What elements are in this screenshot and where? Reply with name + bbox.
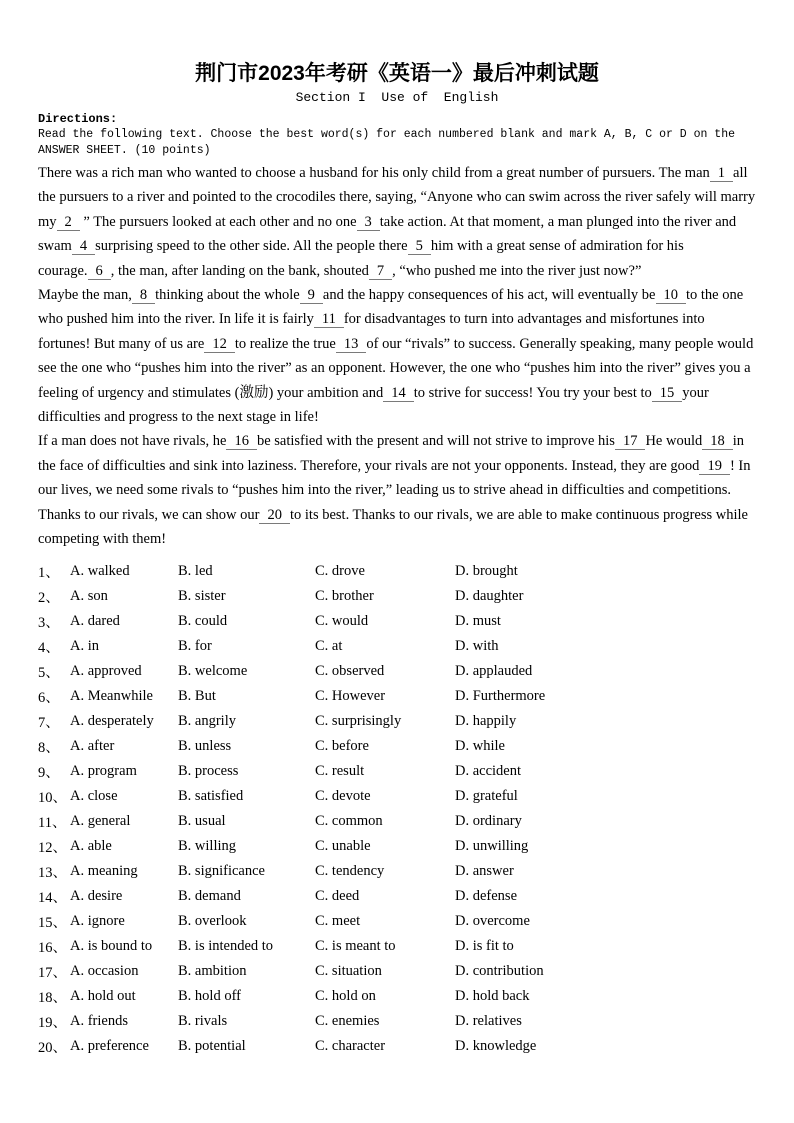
cloze-blank: 13 (336, 336, 367, 353)
question-row-10 (38, 784, 756, 809)
question-row-5 (38, 659, 756, 684)
question-9-option-a: A. program (70, 762, 137, 779)
cloze-blank: 19 (699, 458, 730, 475)
question-15-option-c: C. meet (315, 912, 361, 929)
question-1-option-b: B. led (178, 562, 213, 579)
question-2-option-c: C. brother (315, 587, 374, 604)
question-9-option-c: C. result (315, 762, 365, 779)
question-6-option-d: D. Furthermore (455, 687, 546, 704)
question-11-option-a: A. general (70, 812, 131, 829)
cloze-blank: 7 (369, 263, 392, 280)
cloze-blank: 15 (652, 385, 683, 402)
question-row-19 (38, 1009, 756, 1034)
question-20-option-a: A. preference (70, 1037, 149, 1054)
question-6-number: 6、 (38, 689, 60, 706)
question-4-option-d: D. with (455, 637, 499, 654)
question-19-number: 19、 (38, 1014, 67, 1031)
question-8-option-a: A. after (70, 737, 115, 754)
cloze-blank: 9 (300, 287, 323, 304)
question-2-option-a: A. son (70, 587, 108, 604)
cloze-blank: 6 (88, 263, 111, 280)
question-7-number: 7、 (38, 714, 60, 731)
question-row-16 (38, 934, 756, 959)
question-12-option-c: C. unable (315, 837, 371, 854)
question-1-number: 1、 (38, 564, 60, 581)
question-row-11 (38, 809, 756, 834)
question-row-2 (38, 584, 756, 609)
question-1-option-a: A. walked (70, 562, 130, 579)
question-14-option-c: C. deed (315, 887, 360, 904)
page-title: 荆门市2023年考研《英语一》最后冲刺试题 (195, 62, 599, 85)
question-14-option-d: D. defense (455, 887, 518, 904)
question-row-17 (38, 959, 756, 984)
question-3-number: 3、 (38, 614, 60, 631)
question-13-option-a: A. meaning (70, 862, 138, 879)
question-row-7 (38, 709, 756, 734)
cloze-blank: 16 (226, 433, 257, 450)
passage-paragraph-2: Maybe the man, 8 thinking about the whole 9 and the happy consequences of his act, will eventually be 10 to the one who pushed him into the river. In life it is fairly 11 for disadvantages to turn into advantages and misfortunes into fortunes! But many of us are 12 to realize the true 13 of our “rivals” to success. Generally speaking, many people would see the one who “pushes him into the river” as an opponent. However, the one who “pushes him into the river” gives you a feeling of urgency and stimulates (激励) your ambition and 14 to strive for success! You try your best to 15 your difficulties and progress to the next stage in life! (38, 287, 754, 426)
question-6-option-b: B. But (178, 687, 216, 704)
cloze-blank: 10 (656, 287, 687, 304)
cloze-blank: 17 (615, 433, 646, 450)
question-5-option-c: C. observed (315, 662, 385, 679)
question-12-option-a: A. able (70, 837, 112, 854)
question-row-4 (38, 634, 756, 659)
cloze-blank: 14 (383, 385, 414, 402)
section-heading: Section I Use of English (295, 90, 499, 105)
passage-paragraph-1: There was a rich man who wanted to choose a husband for his only child from a great number of pursuers. The man 1 all the pursuers to a river and pointed to the crocodiles there, saying, “Anyone who can swim across the river safely will marry my 2 ” The pursuers looked at each other and no one 3 take action. At that moment, a man plunged into the river and swam 4 surprising speed to the other side. All the people there 5 him with a great sense of admiration for his courage. 6 , the man, after landing on the bank, shouted 7 , “who pushed me into the river just now?” (38, 165, 756, 279)
question-10-option-b: B. satisfied (178, 787, 244, 804)
cloze-blank: 1 (710, 165, 733, 182)
question-4-option-a: A. in (70, 637, 99, 654)
cloze-blank: 8 (132, 287, 155, 304)
question-19-option-d: D. relatives (455, 1012, 522, 1029)
question-14-option-a: A. desire (70, 887, 123, 904)
question-6-option-a: A. Meanwhile (70, 687, 153, 704)
question-1-option-d: D. brought (455, 562, 518, 579)
question-3-option-a: A. dared (70, 612, 120, 629)
question-17-option-a: A. occasion (70, 962, 139, 979)
question-17-option-b: B. ambition (178, 962, 247, 979)
question-7-option-b: B. angrily (178, 712, 236, 729)
question-11-option-c: C. common (315, 812, 383, 829)
question-18-number: 18、 (38, 989, 67, 1006)
question-9-option-b: B. process (178, 762, 239, 779)
question-20-option-b: B. potential (178, 1037, 246, 1054)
question-4-option-c: C. at (315, 637, 343, 654)
directions-text (38, 127, 756, 158)
question-14-number: 14、 (38, 889, 67, 906)
question-3-option-d: D. must (455, 612, 501, 629)
question-5-option-a: A. approved (70, 662, 142, 679)
cloze-passage (38, 161, 756, 552)
question-row-8 (38, 734, 756, 759)
question-1-option-c: C. drove (315, 562, 365, 579)
question-18-option-c: C. hold on (315, 987, 376, 1004)
question-row-14 (38, 884, 756, 909)
question-10-option-a: A. close (70, 787, 118, 804)
question-row-1 (38, 559, 756, 584)
question-9-number: 9、 (38, 764, 60, 781)
cloze-blank: 18 (702, 433, 733, 450)
question-6-option-c: C. However (315, 687, 386, 704)
options-list (38, 559, 756, 1059)
question-2-option-b: B. sister (178, 587, 226, 604)
question-2-option-d: D. daughter (455, 587, 524, 604)
question-12-option-d: D. unwilling (455, 837, 529, 854)
question-4-option-b: B. for (178, 637, 212, 654)
question-15-option-a: A. ignore (70, 912, 125, 929)
question-7-option-c: C. surprisingly (315, 712, 402, 729)
question-row-6 (38, 684, 756, 709)
question-16-option-c: C. is meant to (315, 937, 396, 954)
question-row-13 (38, 859, 756, 884)
question-row-12 (38, 834, 756, 859)
question-15-number: 15、 (38, 914, 67, 931)
question-3-option-b: B. could (178, 612, 228, 629)
cloze-blank: 5 (408, 238, 431, 255)
question-7-option-d: D. happily (455, 712, 517, 729)
question-7-option-a: A. desperately (70, 712, 154, 729)
question-17-option-c: C. situation (315, 962, 382, 979)
passage-paragraph-3: If a man does not have rivals, he 16 be satisfied with the present and will not strive to improve his 17 He would 18 in the face of difficulties and sink into laziness. Therefore, your rivals are not your opponents. Instead, they are good 19 ! In our lives, we need some rivals to “pushes him into the river,” leading us to strive ahead in difficulties and competitions. Thanks to our rivals, we can show our 20 to its best. Thanks to our rivals, we are able to make continuous progress while competing with them! (38, 433, 751, 548)
question-11-option-b: B. usual (178, 812, 226, 829)
question-11-number: 11、 (38, 814, 67, 831)
question-row-20 (38, 1034, 756, 1059)
question-row-9 (38, 759, 756, 784)
question-12-number: 12、 (38, 839, 67, 856)
question-20-option-d: D. knowledge (455, 1037, 537, 1054)
cloze-blank: 12 (204, 336, 235, 353)
question-row-18 (38, 984, 756, 1009)
question-16-number: 16、 (38, 939, 67, 956)
question-16-option-a: A. is bound to (70, 937, 153, 954)
question-13-option-b: B. significance (178, 862, 265, 879)
question-15-option-b: B. overlook (178, 912, 247, 929)
directions-label: Directions: (38, 112, 118, 126)
question-19-option-b: B. rivals (178, 1012, 228, 1029)
question-20-number: 20、 (38, 1039, 67, 1056)
directions-line: ANSWER SHEET. (10 points) (38, 143, 211, 157)
question-16-option-d: D. is fit to (455, 937, 514, 954)
question-8-option-d: D. while (455, 737, 505, 754)
question-row-3 (38, 609, 756, 634)
question-10-number: 10、 (38, 789, 67, 806)
question-5-option-b: B. welcome (178, 662, 248, 679)
question-5-option-d: D. applauded (455, 662, 533, 679)
question-10-option-d: D. grateful (455, 787, 518, 804)
question-4-number: 4、 (38, 639, 60, 656)
question-14-option-b: B. demand (178, 887, 241, 904)
question-12-option-b: B. willing (178, 837, 237, 854)
question-17-option-d: D. contribution (455, 962, 544, 979)
cloze-blank: 11 (314, 311, 344, 328)
question-18-option-d: D. hold back (455, 987, 530, 1004)
cloze-blank: 20 (259, 507, 290, 524)
question-8-number: 8、 (38, 739, 60, 756)
question-13-option-c: C. tendency (315, 862, 385, 879)
question-13-number: 13、 (38, 864, 67, 881)
question-11-option-d: D. ordinary (455, 812, 522, 829)
question-17-number: 17、 (38, 964, 67, 981)
question-19-option-a: A. friends (70, 1012, 128, 1029)
question-16-option-b: B. is intended to (178, 937, 274, 954)
question-10-option-c: C. devote (315, 787, 371, 804)
question-8-option-b: B. unless (178, 737, 232, 754)
question-2-number: 2、 (38, 589, 60, 606)
question-19-option-c: C. enemies (315, 1012, 380, 1029)
question-5-number: 5、 (38, 664, 60, 681)
directions-line: Read the following text. Choose the best word(s) for each numbered blank and mark A, B, C or D on the (38, 128, 736, 141)
question-20-option-c: C. character (315, 1037, 386, 1054)
question-9-option-d: D. accident (455, 762, 522, 779)
question-3-option-c: C. would (315, 612, 369, 629)
question-18-option-a: A. hold out (70, 987, 136, 1004)
question-8-option-c: C. before (315, 737, 369, 754)
question-15-option-d: D. overcome (455, 912, 530, 929)
cloze-blank: 3 (357, 214, 380, 231)
cloze-blank: 4 (72, 238, 95, 255)
question-13-option-d: D. answer (455, 862, 514, 879)
question-18-option-b: B. hold off (178, 987, 241, 1004)
cloze-blank: 2 (57, 214, 80, 231)
question-row-15 (38, 909, 756, 934)
